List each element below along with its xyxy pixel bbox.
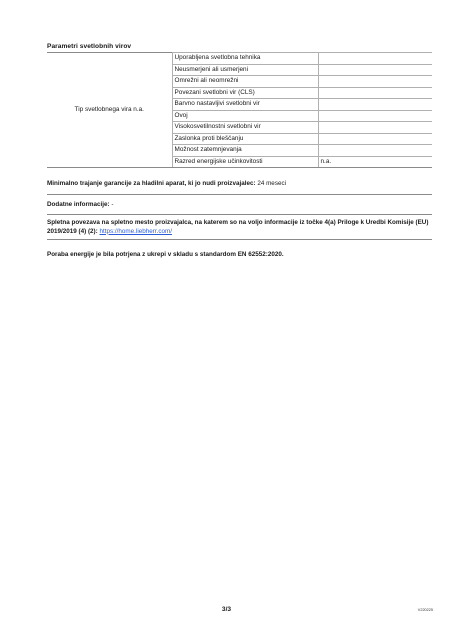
warranty-label: Minimalno trajanje garancije za hladilni aparat, ki jo nudi proizvajalec: <box>47 180 256 187</box>
divider <box>47 239 432 240</box>
website-link[interactable]: https://home.liebherr.com/ <box>99 227 172 235</box>
row-label: Barvno nastavljivi svetlobni vir <box>172 99 318 111</box>
row-label: Omrežni ali neomrežni <box>172 76 318 88</box>
row-value <box>318 110 432 122</box>
warranty-info <box>47 180 432 189</box>
divider <box>47 214 432 215</box>
light-source-table <box>47 52 432 168</box>
row-label: Razred energijske učinkovitosti <box>172 156 318 168</box>
row-label: Zaslonka proti bleščanju <box>172 133 318 145</box>
light-source-type-label: Tip svetlobnega vira n.a. <box>47 53 172 168</box>
table-row <box>47 53 432 65</box>
page-number: 3/3 <box>221 606 232 613</box>
row-value: n.a. <box>318 156 432 168</box>
row-label: Možnost zatemnjevanja <box>172 145 318 157</box>
row-value <box>318 122 432 134</box>
row-label: Povezani svetlobni vir (CLS) <box>172 87 318 99</box>
row-value <box>318 99 432 111</box>
row-label: Visokosvetilnostni svetlobni vir <box>172 122 318 134</box>
website-label: Spletna povezava na spletno mesto proizvajalca, na katerem so na voljo informacije iz točke 4(a) Priloge k Uredbi Komisije (EU) 2019/2019 (4) (2): <box>47 219 429 235</box>
row-value <box>318 64 432 76</box>
row-value <box>318 87 432 99</box>
divider <box>47 194 432 195</box>
row-value <box>318 53 432 65</box>
website-info <box>47 219 432 236</box>
additional-info <box>47 201 432 210</box>
row-value <box>318 145 432 157</box>
row-label: Ovoj <box>172 110 318 122</box>
row-label: Neusmerjeni ali usmerjeni <box>172 64 318 76</box>
row-value <box>318 76 432 88</box>
row-label: Uporabljena svetlobna tehnika <box>172 53 318 65</box>
energy-note: Poraba energije je bila potrjena z ukrepi v skladu s standardom EN 62552:2020. <box>47 251 284 258</box>
additional-info-label: Dodatne informacije: <box>47 201 110 208</box>
additional-info-value: - <box>111 201 114 208</box>
document-version: V220225 <box>417 608 433 612</box>
section-title: Parametri svetlobnih virov <box>47 43 132 50</box>
row-value <box>318 133 432 145</box>
warranty-value: 24 meseci <box>257 180 287 187</box>
